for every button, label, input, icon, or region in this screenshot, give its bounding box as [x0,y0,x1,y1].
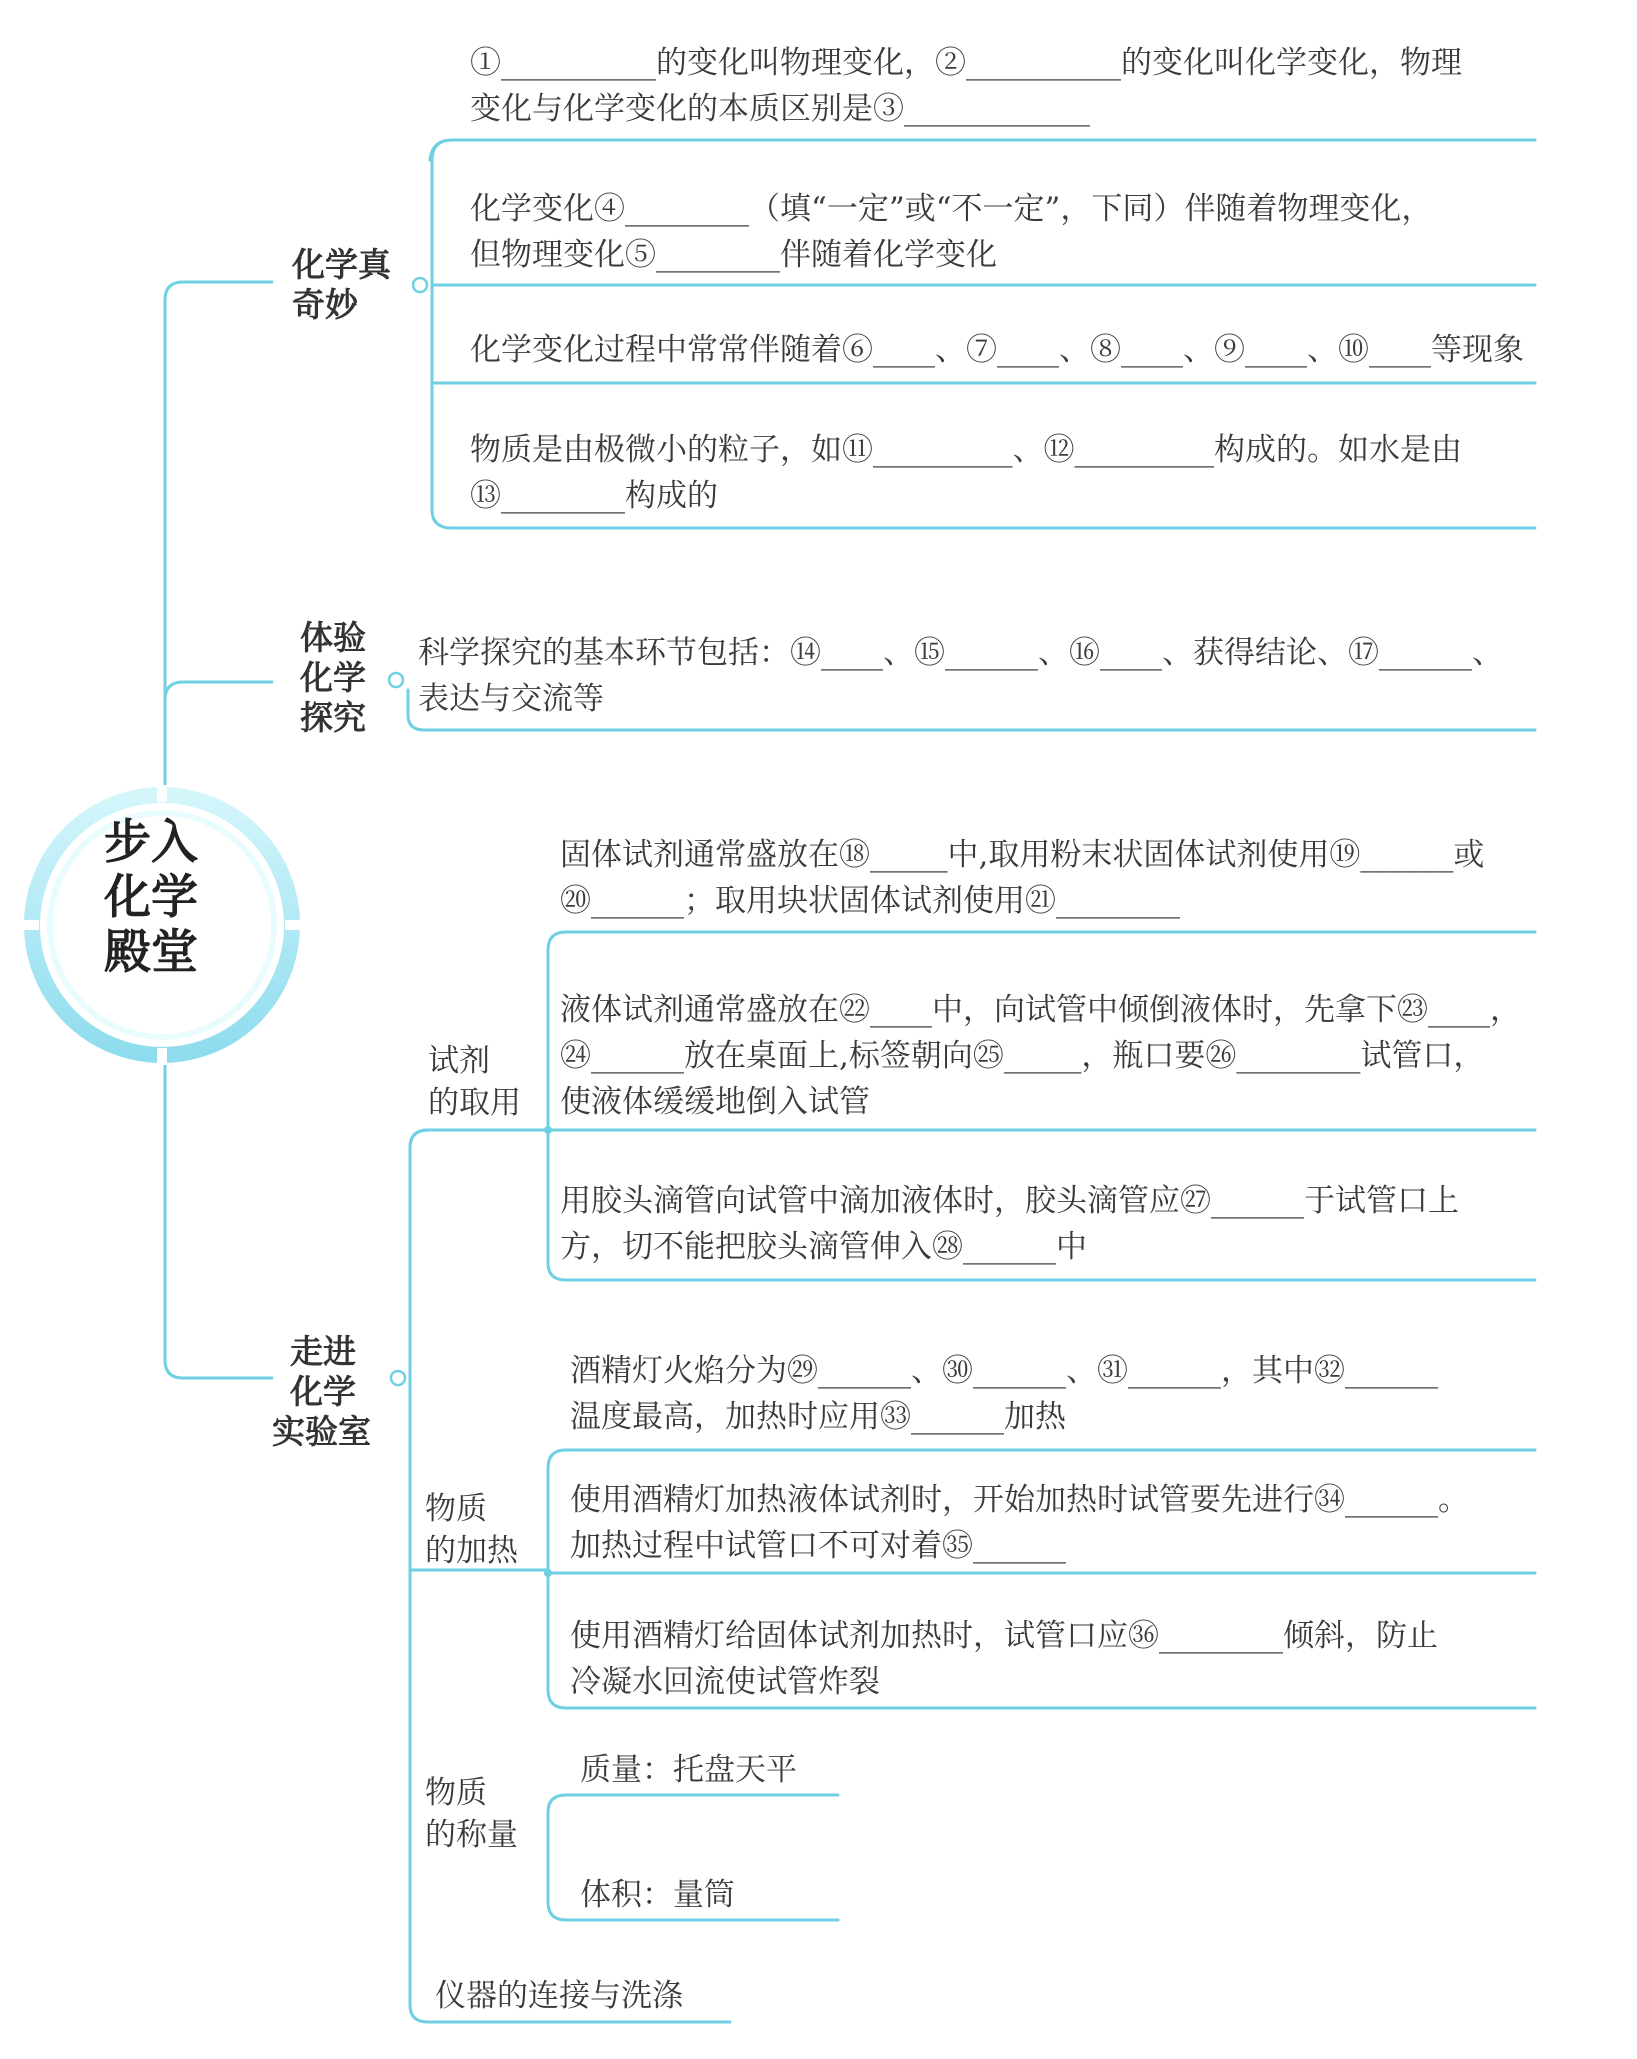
group-2-item-3: 使用酒精灯给固体试剂加热时，试管口应㊱________倾斜，防止 冷凝水回流使试管炸裂 [570,1618,1438,1700]
group-1-item-3: 用胶头滴管向试管中滴加液体时，胶头滴管应㉗______于试管口上 方，切不能把胶头滴管伸入㉘______中 [560,1183,1459,1265]
group-1-item-2: 液体试剂通常盛放在㉒____中，向试管中倾倒液体时，先拿下㉓____， ㉔______放在桌面上,标签朝向㉕_____，瓶口要㉖________试管口， 使液体缓缓地倒入试管 [560,992,1521,1120]
branch-1-item-4: 物质是由极微小的粒子，如⑪_________、⑫_________构成的。如水是由 ⑬________构成的 [470,432,1462,514]
group-2-item-2: 使用酒精灯加热液体试剂时，开始加热时试管要先进行㉞______。 加热过程中试管口不可对着㉟______ [570,1482,1469,1564]
branch-2-item-1: 科学探究的基本环节包括：⑭____、⑮______、⑯____、获得结论、⑰______、 表达与交流等 [418,635,1503,717]
main-trunk-upper [165,282,272,790]
node-dot-branch-3 [391,1371,405,1385]
branch-1-item-2: 化学变化④________（填“一定”或“不一定”，下同）伴随着物理变化， 但物理变化⑤________伴随着化学变化 [470,191,1433,273]
node-dot-group-1 [544,1126,552,1134]
group-3-item-2: 体积：量筒 [580,1877,735,1913]
branch-1-item-1: ①__________的变化叫物理变化，②__________的变化叫化学变化，物理 变化与化学变化的本质区别是③____________ [470,45,1462,127]
group-1-item-1: 固体试剂通常盛放在⑱_____中,取用粉末状固体试剂使用⑲______或 ⑳______；取用块状固体试剂使用㉑________ [560,837,1485,919]
spine-top [410,1130,545,1148]
branch-label-1: 化学真 奇妙 [292,245,391,324]
branch-label-3: 走进 化学 实验室 [272,1332,371,1451]
main-trunk-lower [165,1060,272,1378]
branch-1-item-3: 化学变化过程中常常伴随着⑥____、⑦____、⑧____、⑨____、⑩____等现象 [470,332,1524,368]
node-dot-branch-1 [413,278,427,292]
group-label-weighing: 物质 的称量 [425,1775,518,1853]
group-2-item-1: 酒精灯火焰分为㉙______、㉚______、㉛______，其中㉜______ 温度最高，加热时应用㉝______加热 [570,1353,1438,1435]
node-dot-group-2 [544,1569,552,1577]
node-dot-branch-2 [389,673,403,687]
group-label-connection-washing: 仪器的连接与洗涤 [435,1978,683,2014]
group-label-reagent: 试剂 的取用 [428,1043,521,1121]
branch-label-2: 体验 化学 探究 [300,618,366,737]
root-title: 步入 化学 殿堂 [104,815,198,980]
main-trunk-middle [165,682,272,700]
group-3-item-1: 质量：托盘天平 [580,1752,797,1788]
group-label-heating: 物质 的加热 [425,1491,518,1569]
